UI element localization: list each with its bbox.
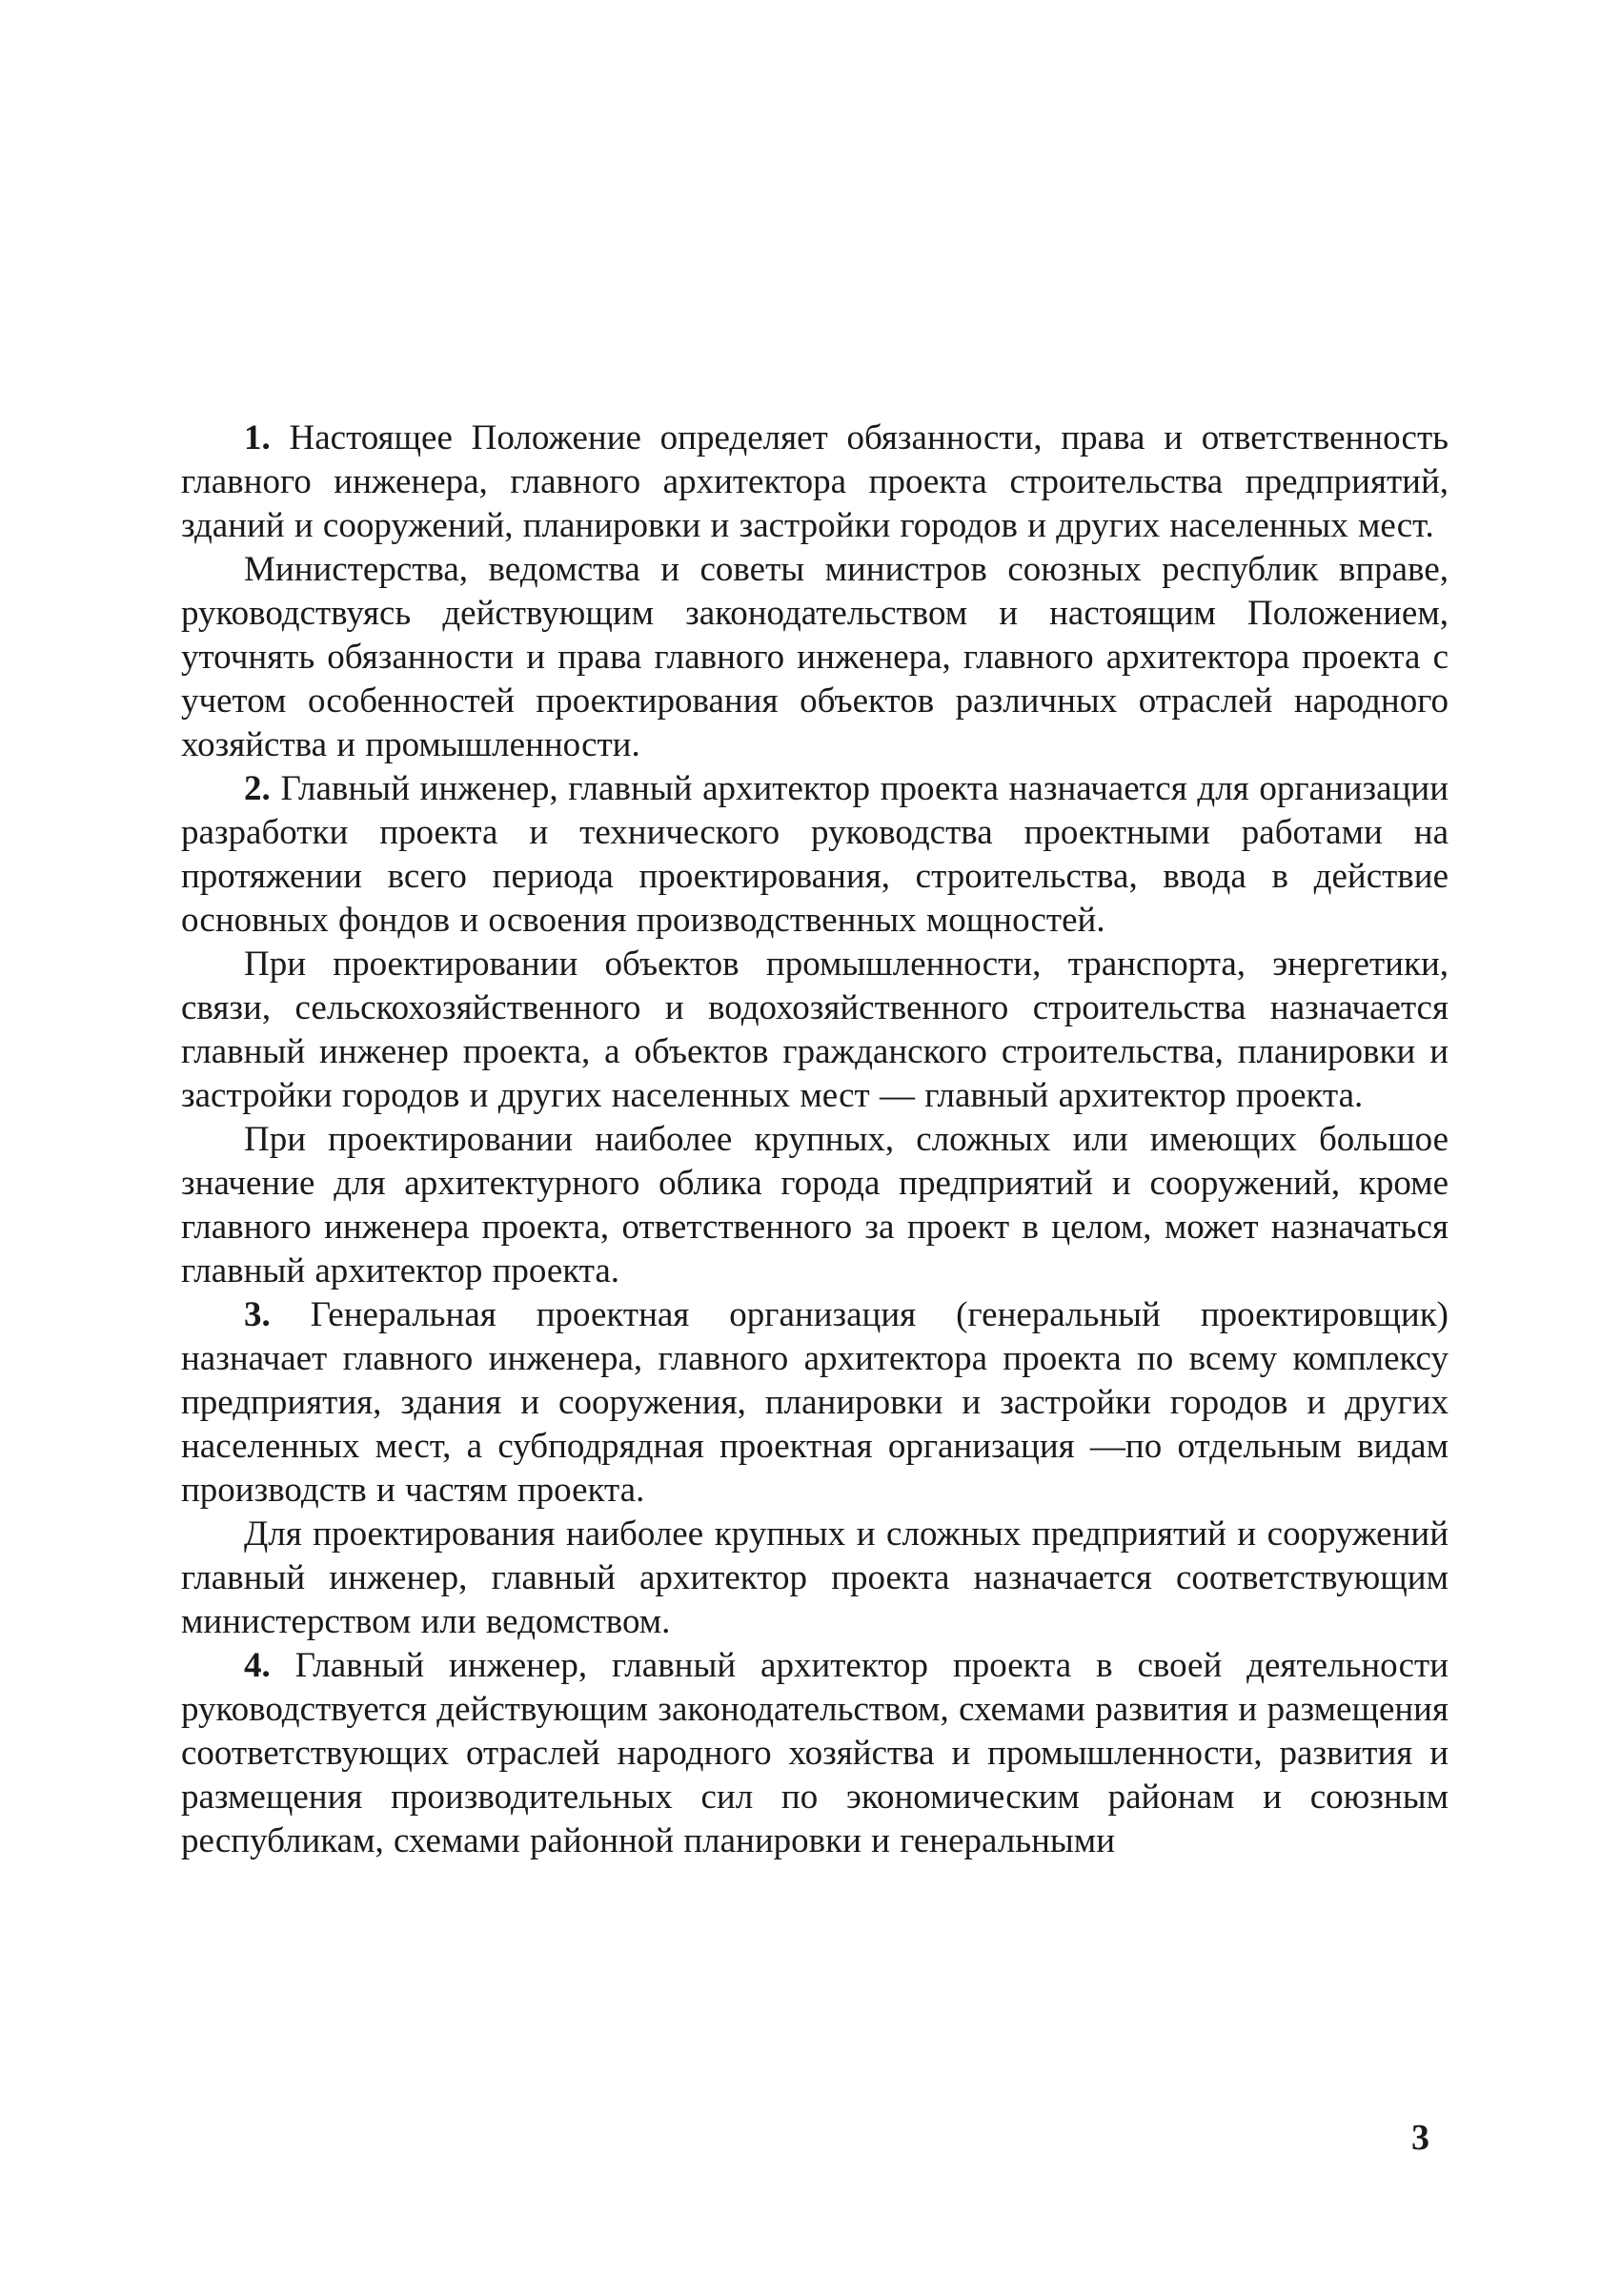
paragraph-number: 2. — [244, 769, 271, 808]
paragraph-number: 4. — [244, 1646, 271, 1685]
page-number: 3 — [1411, 2118, 1429, 2158]
paragraph-1 — [181, 417, 1449, 548]
paragraph-text: Для проектирования наиболее крупных и сложных предприятий и сооружений главный инженер, главный архитектор проекта назначается соответствующим министерством или ведомством. — [181, 1514, 1449, 1641]
paragraph-text: Министерства, ведомства и советы министров союзных республик вправе, руководствуясь действующим законодательством и настоящим Положением, уточнять обязанности и права главного инженера, главного архитектора проекта с учетом особенностей проектирования объектов различных отраслей народного хозяйства и промышленности. — [181, 550, 1449, 764]
paragraph-text: Главный инженер, главный архитектор проекта в своей деятельности руководствуется действующим законодательством, схемами развития и размещения соответствующих отраслей народного хозяйства и промышленности, развития и размещения производительных сил по экономическим районам и союзным республикам, схемами районной планировки и генеральными — [181, 1646, 1449, 1860]
paragraph-3 — [181, 1293, 1449, 1513]
paragraph-text: При проектировании объектов промышленности, транспорта, энергетики, связи, сельскохозяйственного и водохозяйственного строительства назначается главный инженер проекта, а объектов гражданского строительства, планировки и застройки городов и других населенных мест — главный архитектор проекта. — [181, 945, 1449, 1115]
paragraph-number: 1. — [244, 418, 271, 457]
paragraph-text: При проектировании наиболее крупных, сложных или имеющих большое значение для архитектурного облика города предприятий и сооружений, кроме главного инженера проекта, ответственного за проект в целом, может назначаться главный архитектор проекта. — [181, 1120, 1449, 1290]
text-column — [181, 417, 1449, 1863]
paragraph-2-continued-b — [181, 1118, 1449, 1293]
paragraph-number: 3. — [244, 1295, 271, 1334]
paragraph-1-continued — [181, 548, 1449, 767]
paragraph-4 — [181, 1644, 1449, 1863]
paragraph-text: Главный инженер, главный архитектор проекта назначается для организации разработки проекта и технического руководства проектными работами на протяжении всего периода проектирования, строительства, ввода в действие основных фондов и освоения производственных мощностей. — [181, 769, 1449, 940]
paragraph-text: Генеральная проектная организация (генеральный проектировщик) назначает главного инженера, главного архитектора проекта по всему комплексу предприятия, здания и сооружения, планировки и застройки городов и других населенных мест, а субподрядная проектная организация —по отдельным видам производств и частям проекта. — [181, 1295, 1449, 1510]
paragraph-2-continued-a — [181, 943, 1449, 1118]
paragraph-2 — [181, 767, 1449, 943]
paragraph-3-continued — [181, 1513, 1449, 1644]
paragraph-text: Настоящее Положение определяет обязанности, права и ответственность главного инженера, главного архитектора проекта строительства предприятий, зданий и сооружений, планировки и застройки городов и других населенных мест. — [181, 418, 1449, 545]
